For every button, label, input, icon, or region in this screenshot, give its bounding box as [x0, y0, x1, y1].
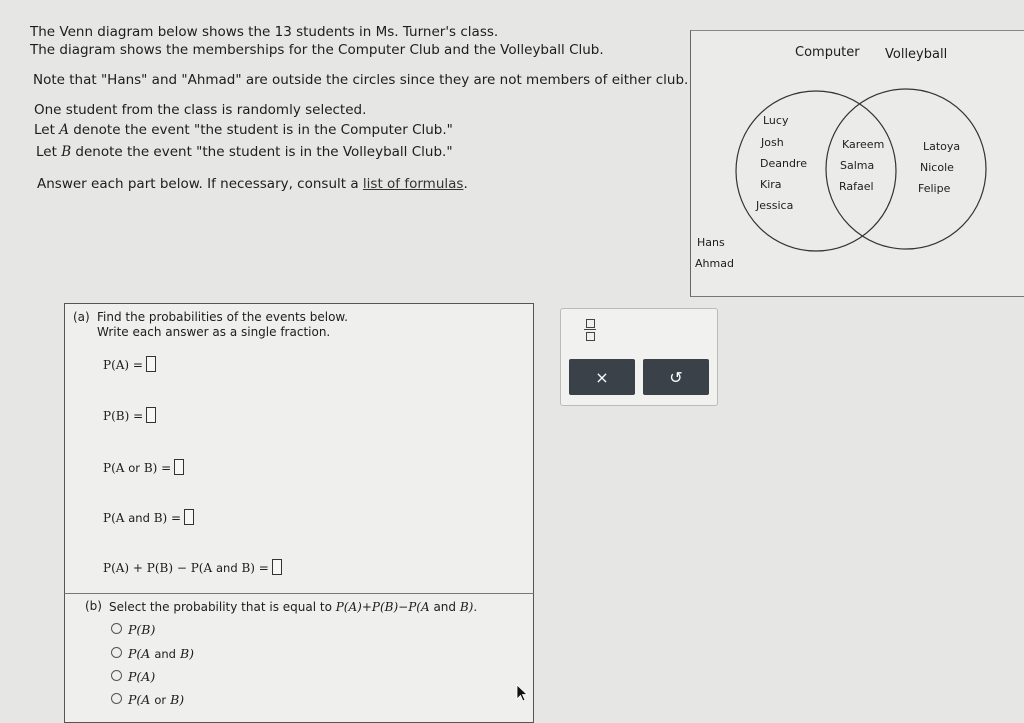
- radio-button[interactable]: [111, 647, 122, 658]
- option-p-a-and-b[interactable]: P(A and B): [111, 646, 194, 661]
- part-a-panel: [64, 303, 534, 594]
- answer-box-p-b[interactable]: [146, 407, 156, 423]
- clear-button[interactable]: [569, 359, 635, 395]
- radio-button[interactable]: [111, 670, 122, 681]
- undo-button[interactable]: [643, 359, 709, 395]
- answer-box-p-a-and-b[interactable]: [184, 509, 194, 525]
- fraction-icon[interactable]: [584, 319, 596, 341]
- student-name: Latoya: [923, 140, 961, 153]
- close-icon: ×: [595, 367, 609, 387]
- intro-line-1: The Venn diagram below shows the 13 students in Ms. Turner's class.: [30, 24, 499, 40]
- student-name: Salma: [840, 159, 875, 172]
- formulas-link[interactable]: list of formulas: [362, 176, 464, 192]
- intro-line-2: The diagram shows the memberships for the Computer Club and the Volleyball Club.: [30, 42, 604, 58]
- mouse-cursor-icon: [516, 684, 530, 704]
- eq-p-a: P(A) =: [103, 356, 156, 372]
- part-b-label: (b): [85, 599, 102, 613]
- eq-addition-rule: P(A) + P(B) − P(A and B) =: [103, 559, 282, 575]
- student-name: Felipe: [918, 182, 951, 195]
- student-name: Nicole: [920, 161, 954, 174]
- student-name: Jessica: [756, 199, 794, 212]
- computer-label: Computer: [795, 45, 860, 60]
- part-b-panel: [64, 593, 534, 723]
- volleyball-label: Volleyball: [885, 47, 948, 62]
- student-name: Hans: [697, 236, 725, 249]
- student-name: Josh: [761, 136, 784, 149]
- student-name: Lucy: [763, 114, 789, 127]
- part-a-instruction-1: Find the probabilities of the events below.: [97, 310, 348, 324]
- radio-button[interactable]: [111, 693, 122, 704]
- undo-icon: ↺: [669, 367, 683, 387]
- student-name: Ahmad: [695, 257, 734, 270]
- student-name: Deandre: [760, 157, 807, 170]
- answer-box-addition-rule[interactable]: [272, 559, 282, 575]
- radio-button[interactable]: [111, 623, 122, 634]
- answer-toolbar: [560, 308, 718, 406]
- option-p-b[interactable]: P(B): [111, 622, 155, 637]
- answer-box-p-a-or-b[interactable]: [174, 459, 184, 475]
- student-name: Kareem: [842, 138, 885, 151]
- student-name: Rafael: [839, 180, 874, 193]
- intro-line-5: Let A denote the event "the student is in the Computer Club.": [34, 122, 453, 138]
- venn-diagram: [690, 30, 1024, 297]
- intro-line-3: Note that "Hans" and "Ahmad" are outside the circles since they are not members of either club.: [33, 72, 689, 88]
- student-name: Kira: [760, 178, 782, 191]
- intro-line-7: Answer each part below. If necessary, consult a list of formulas.: [37, 176, 468, 192]
- option-p-a-or-b[interactable]: P(A or B): [111, 692, 184, 707]
- eq-p-a-or-b: P(A or B) =: [103, 459, 184, 475]
- eq-p-b: P(B) =: [103, 407, 156, 423]
- answer-box-p-a[interactable]: [146, 356, 156, 372]
- part-a-instruction-2: Write each answer as a single fraction.: [97, 325, 331, 339]
- eq-p-a-and-b: P(A and B) =: [103, 509, 194, 525]
- part-a-label: (a): [73, 310, 90, 324]
- part-b-question: Select the probability that is equal to P(A)+P(B)−P(A and B).: [109, 600, 478, 614]
- intro-line-6: Let B denote the event "the student is in the Volleyball Club.": [36, 144, 453, 160]
- option-p-a[interactable]: P(A): [111, 669, 155, 684]
- intro-line-4: One student from the class is randomly selected.: [34, 102, 367, 118]
